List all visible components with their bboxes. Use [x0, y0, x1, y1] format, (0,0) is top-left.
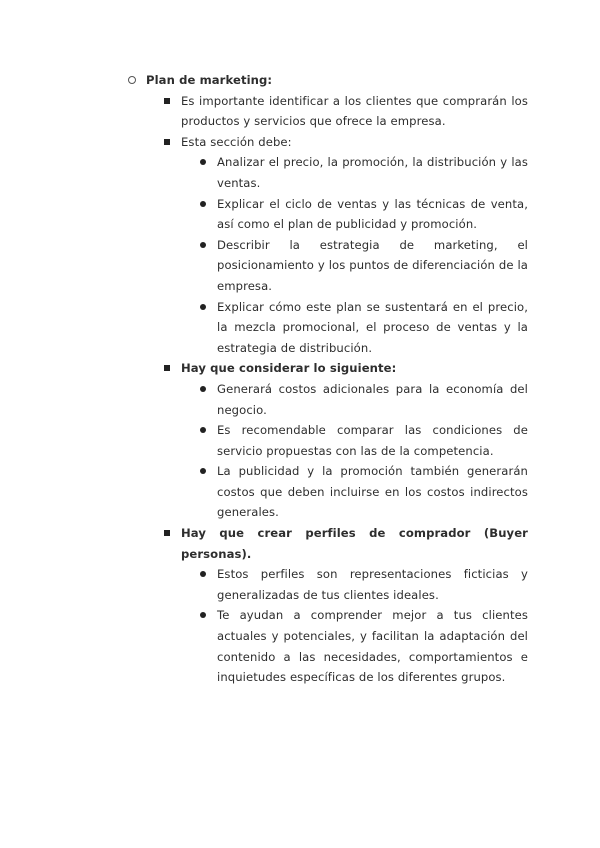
point-text: Es importante identificar a los clientes que comprarán los productos y servicios que ofrece la empresa.: [181, 93, 528, 129]
sub-point-list: [181, 379, 528, 523]
sub-point-item: [181, 297, 528, 359]
sub-point-text: Generará costos adicionales para la economía del negocio.: [217, 381, 528, 417]
outline-list: [128, 70, 528, 688]
filled-dot-bullet-icon: [200, 468, 206, 474]
point-item: [146, 132, 528, 359]
section-item: [128, 70, 528, 688]
sub-point-item: [181, 605, 528, 687]
sub-point-text: Estos perfiles son representaciones ficticias y generalizadas de tus clientes ideales.: [217, 567, 528, 602]
section-title: Plan de marketing:: [146, 73, 273, 87]
sub-point-item: [181, 194, 528, 235]
point-item: [146, 91, 528, 132]
sub-point-text: Analizar el precio, la promoción, la distribución y las ventas.: [217, 155, 528, 190]
point-text: Esta sección debe:: [181, 134, 292, 149]
sub-point-text: La publicidad y la promoción también generarán costos que deben incluirse en los costos indirectos generales.: [217, 464, 528, 520]
sub-point-text: Describir la estrategia de marketing, el posicionamiento y los puntos de diferenciación de la empresa.: [217, 237, 528, 293]
sub-point-item: [181, 152, 528, 193]
filled-dot-bullet-icon: [200, 612, 206, 618]
square-bullet-icon: [164, 365, 170, 371]
filled-dot-bullet-icon: [200, 242, 206, 248]
sub-point-text: Explicar el ciclo de ventas y las técnicas de venta, así como el plan de publicidad y promoción.: [217, 196, 528, 232]
sub-point-item: [181, 461, 528, 523]
point-text: Hay que considerar lo siguiente:: [181, 361, 397, 376]
filled-dot-bullet-icon: [200, 201, 206, 207]
sub-point-text: Es recomendable comparar las condiciones de servicio propuestas con las de la competencia.: [217, 423, 528, 458]
square-bullet-icon: [164, 139, 170, 145]
sub-point-list: [181, 564, 528, 688]
document-body: [128, 70, 528, 688]
sub-point-item: [181, 564, 528, 605]
sub-point-list: [181, 152, 528, 358]
filled-dot-bullet-icon: [200, 571, 206, 577]
filled-dot-bullet-icon: [200, 386, 206, 392]
section-points: [146, 91, 528, 688]
hollow-circle-bullet-icon: [128, 76, 136, 84]
filled-dot-bullet-icon: [200, 159, 206, 165]
square-bullet-icon: [164, 530, 170, 536]
sub-point-item: [181, 235, 528, 297]
point-text: Hay que crear perfiles de comprador (Buyer personas).: [181, 526, 528, 561]
point-item: [146, 358, 528, 523]
filled-dot-bullet-icon: [200, 427, 206, 433]
sub-point-text: Te ayudan a comprender mejor a tus clientes actuales y potenciales, y facilitan la adaptación del contenido a las necesidades, comportamientos e inquietudes específicas de los diferentes grupos.: [217, 608, 528, 685]
sub-point-item: [181, 420, 528, 461]
point-item: [146, 523, 528, 688]
square-bullet-icon: [164, 98, 170, 104]
filled-dot-bullet-icon: [200, 304, 206, 310]
sub-point-text: Explicar cómo este plan se sustentará en el precio, la mezcla promocional, el proceso de ventas y la estrategia de distribución.: [217, 299, 528, 355]
sub-point-item: [181, 379, 528, 420]
